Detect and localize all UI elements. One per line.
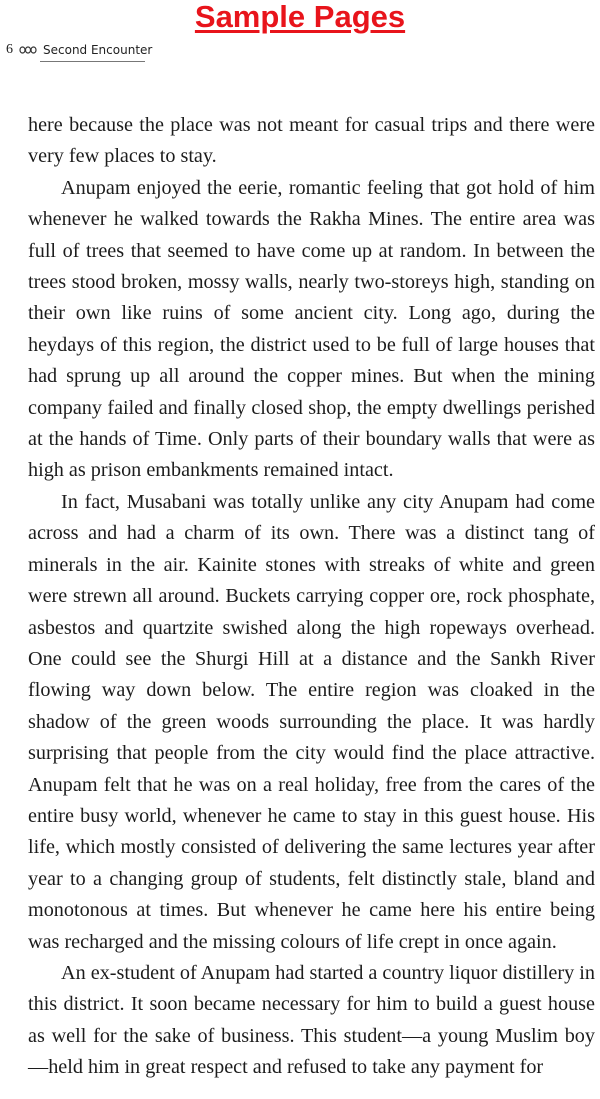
running-head <box>6 42 152 58</box>
page-number: 6 <box>6 42 13 57</box>
sample-pages-banner: Sample Pages <box>194 0 406 34</box>
paragraph: In fact, Musabani was totally unlike any city Anupam had come across and had a charm of its own. There was a distinct tang of minerals in the air. Kainite stones with streaks of white and green were strewn all around. Buckets carrying copper ore, rock phosphate, asbestos and quartzite swished along the high ropeways overhead. One could see the Shurgi Hill at a distance and the Sankh River flowing way down below. The entire region was cloaked in the shadow of the green woods surrounding the place. It was hardly surprising that people from the city would find the place attractive. Anupam felt that he was on a real holiday, free from the cares of the entire busy world, whenever he came to stay in this guest house. His life, which mostly consisted of delivering the same lectures year after year to a changing group of students, felt distinctly stale, bland and monotonous at times. But whenever he came here his entire being was recharged and the missing colours of life crept in once again. <box>28 490 595 953</box>
book-title: Second Encounter <box>43 43 153 57</box>
ornament-icon <box>18 45 38 55</box>
body-text <box>28 110 595 1084</box>
header-rule <box>40 61 145 62</box>
paragraph: An ex-student of Anupam had started a country liquor distillery in this district. It soon became necessary for him to build a guest house as well for the sake of business. This student—a young Muslim boy—held him in great respect and refused to take any payment for <box>28 961 595 1079</box>
paragraph: here because the place was not meant for casual trips and there were very few places to stay. <box>28 114 595 168</box>
paragraph: Anupam enjoyed the eerie, romantic feeling that got hold of him whenever he walked towards the Rakha Mines. The entire area was full of trees that seemed to have come up at random. In between the trees stood broken, mossy walls, nearly two-storeys high, standing on their own like ruins of some ancient city. Long ago, during the heydays of this region, the district used to be full of large houses that had sprung up all around the copper mines. But when the mining company failed and finally closed shop, the empty dwellings perished at the hands of Time. Only parts of their boundary walls that were as high as prison embankments remained intact. <box>28 176 595 482</box>
